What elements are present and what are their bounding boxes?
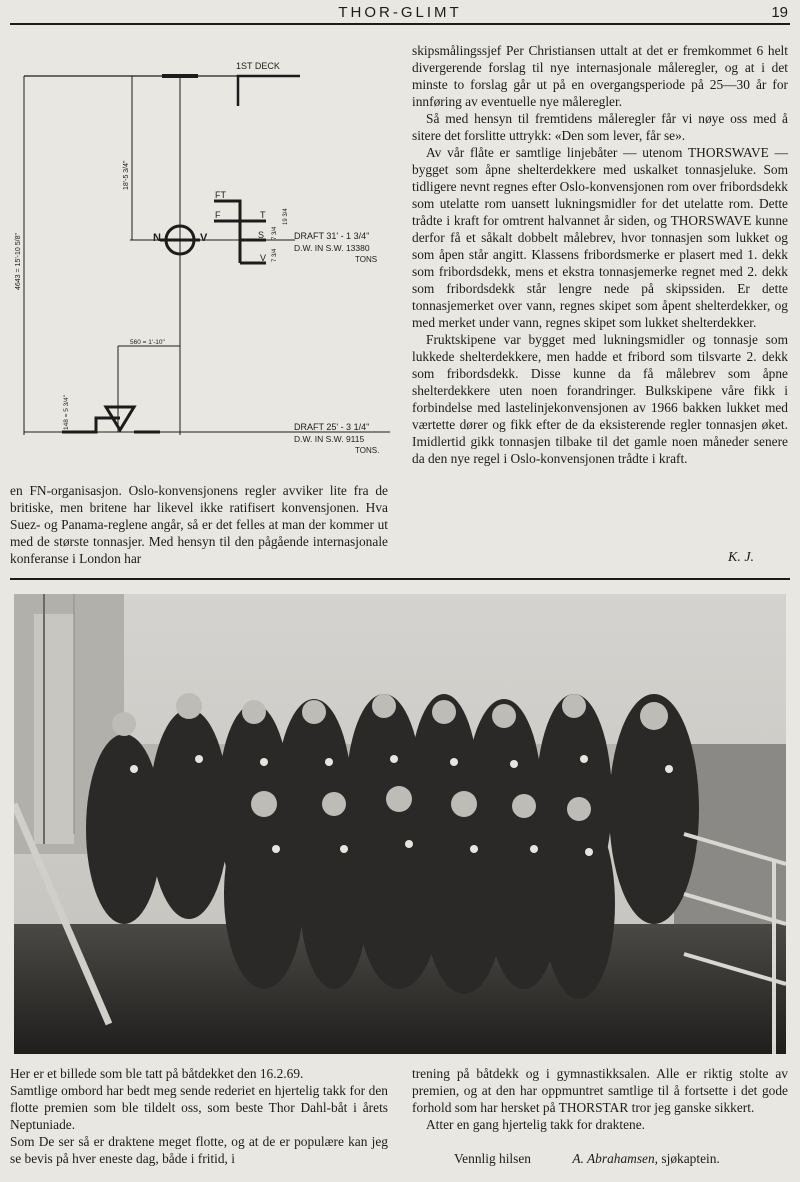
lower-draft-label: DRAFT 25' - 3 1/4" bbox=[294, 422, 370, 432]
right-paragraph-2: Så med hensyn til fremtidens måleregler får vi nøye oss med å sitere det forslitte uttrykk: «Den som lever, får se». bbox=[412, 111, 788, 143]
caption-paragraph-5: Atter en gang hjertelig takk for draktene. bbox=[426, 1117, 645, 1132]
mark-dim-a: 19 3/4 bbox=[283, 208, 289, 225]
author-signature: K. J. bbox=[728, 550, 755, 565]
closing-line bbox=[412, 1151, 772, 1167]
left-dimension: 4643 = 15'-10 5/8" bbox=[15, 233, 22, 290]
caption-paragraph-2: Samtlige ombord har bedt meg sende rederiet en hjertelig takk for den flotte premien som ble tildelt oss, som beste Thor Dahl-båt i årets Neptuniade. bbox=[10, 1083, 388, 1132]
page-header bbox=[10, 2, 790, 24]
header-rule bbox=[10, 23, 790, 25]
caption-paragraph-3: Som De ser så er draktene meget flotte, og at de er populære kan jeg se bevis på hver eneste dag, både i fritid, i bbox=[10, 1134, 388, 1166]
upper-tons-label: TONS bbox=[355, 255, 378, 264]
caption-paragraph-1: Her er et billede som ble tatt på båtdekket den 16.2.69. bbox=[10, 1066, 304, 1081]
right-paragraph-1: skipsmålingssjef Per Christiansen uttalt at det er fremkommet 6 helt divergerende forslag til nye internasjonale måleregler, og at i det minste to forslag går ut på en overgangsperiode på 25—30 år for innføring av eventuelle nye måleregler. bbox=[412, 43, 788, 109]
load-line-diagram bbox=[10, 50, 400, 462]
mark-dim-c: 7 3/4 bbox=[272, 248, 278, 262]
tonnage-mark-step bbox=[62, 418, 120, 432]
closing-greeting: Vennlig hilsen bbox=[454, 1151, 531, 1166]
mark-t-label: T bbox=[260, 210, 266, 220]
caption-paragraph-4: trening på båtdekk og i gymnastikksalen. Alle er riktig stolte av premien, og at den har oppmuntret samtlige til å fortsette i det gode forhold som har hersket på THORSTAR tror jeg ganske sikkert. bbox=[412, 1066, 788, 1115]
deck-step bbox=[238, 76, 300, 106]
mark-ft-label: FT bbox=[215, 190, 226, 200]
mid-dimension: 18'-5 3/4" bbox=[123, 160, 130, 190]
sender-title: sjøkaptein. bbox=[658, 1151, 720, 1166]
disc-left-label: N bbox=[153, 232, 161, 244]
mark-dim-b: 7 3/4 bbox=[272, 226, 278, 240]
page-number: 19 bbox=[771, 4, 788, 21]
upper-dw-label: D.W. IN S.W. 13380 bbox=[294, 243, 370, 253]
right-paragraph-3: Av vår flåte er samtlige linjebåter — utenom THORSWAVE — bygget som åpne shelterdekkere med uskalket tonnasjeluke. Som tidligere nevnt regnes efter Oslo-konvensjonen rom over fribordsdekk som utelatte rom uansett lukningsmidler for det utelatte rom. Dette trådte i kraft for omtrent halvannet år siden, og THORSWAVE kunne derfor få et såkalt dobbelt målebrev, hvor tonnasjen som lukket og som åpen står angitt. Klassens fribordsmerke er plasert med 1. dekk som fribordsdekk, mens et ekstra tonnasjemerke regnet med 2. dekk som fribordsdekk står lengre nede på skipssiden. Er dette tonnasjemerket over vann, regnes skipet som åpent shelterdekker, og med merket under vann, regnes skipet som lukket shelterdekker. bbox=[412, 145, 788, 330]
lower-dimension: 148 = 5 3/4" bbox=[63, 394, 70, 430]
lower-tons-label: TONS. bbox=[355, 446, 380, 455]
right-paragraph-4: Fruktskipene var bygget med lukningsmidler og tonnasje som lukkede shelterdekkere, men hadde et fribord som tilsvarte 2. dekk som fribordsdekk. Disse kunne da få målebrev som åpne shelterdekkere uten noen forandringer. Bulkskipene våre fikk i forbindelse med lastelinjekonvensjonen av 1966 bakken lukket med værtette dører og fikk efter de da eksisterende regler tonnasjen øket. Imidlertid gikk tonnasjen tilbake til det gamle noen måneder senere da den nye regel i Oslo-konvensjonen trådte i kraft. bbox=[412, 332, 788, 466]
mark-s-label: S bbox=[258, 230, 265, 240]
photo-caption-right bbox=[412, 1065, 788, 1133]
sender-name: A. Abrahamsen, bbox=[572, 1151, 659, 1166]
photo-caption-left bbox=[10, 1065, 388, 1167]
deck-label: 1ST DECK bbox=[236, 61, 280, 71]
disc-right-label: V bbox=[200, 232, 208, 244]
upper-draft-label: DRAFT 31' - 1 3/4" bbox=[294, 231, 370, 241]
right-column-text bbox=[412, 42, 788, 467]
lower-dw-label: D.W. IN S.W. 9115 bbox=[294, 434, 365, 444]
crew-photo bbox=[14, 594, 786, 1054]
left-paragraph: en FN-organisasjon. Oslo-konvensjonens regler avviker lite fra de britiske, men britene har likevel ikke ratifisert konvensjonen. Hva Suez- og Panama-reglene angår, så er det felles at man der kommer ut med de største tonnasjer. Med hensyn til den pågående internasjonale konferanse i London har bbox=[10, 483, 388, 566]
upper-dimension: 560 = 1'-10" bbox=[130, 339, 165, 346]
mark-f-label: F bbox=[215, 210, 221, 220]
magazine-title: THOR-GLIMT bbox=[338, 4, 462, 21]
mark-v-label: V bbox=[260, 253, 267, 263]
section-divider bbox=[10, 578, 790, 580]
left-column-text bbox=[10, 482, 388, 567]
